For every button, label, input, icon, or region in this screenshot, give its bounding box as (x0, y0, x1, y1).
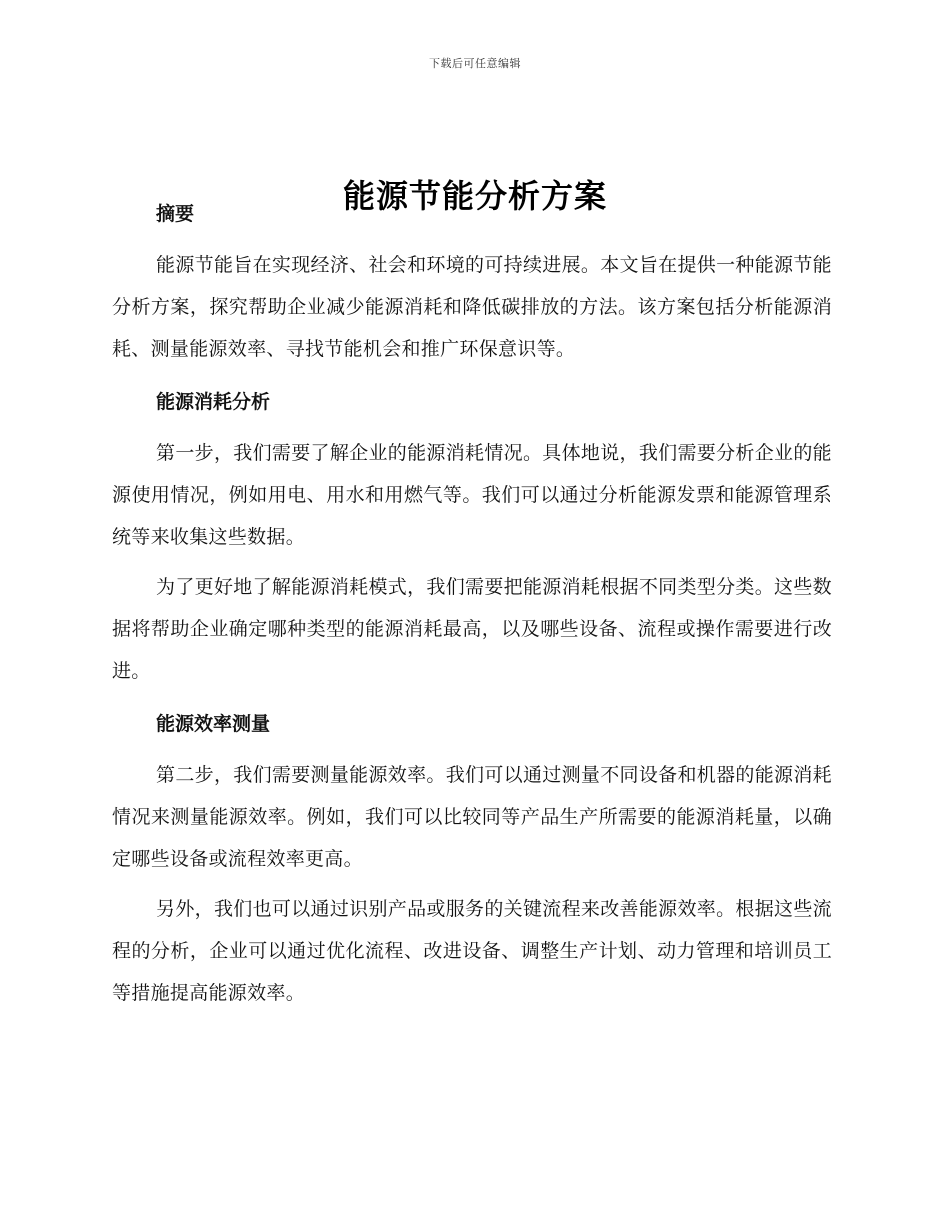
paragraph: 第二步，我们需要测量能源效率。我们可以通过测量不同设备和机器的能源消耗情况来测量能源效率。例如，我们可以比较同等产品生产所需要的能源消耗量，以确定哪些设备或流程效率更高。 (112, 764, 832, 870)
paragraph: 另外，我们也可以通过识别产品或服务的关键流程来改善能源效率。根据这些流程的分析，企业可以通过优化流程、改进设备、调整生产计划、动力管理和培训员工等措施提高能源效率。 (112, 898, 832, 1004)
paragraph: 第一步，我们需要了解企业的能源消耗情况。具体地说，我们需要分析企业的能源使用情况，例如用电、用水和用燃气等。我们可以通过分析能源发票和能源管理系统等来收集这些数据。 (112, 442, 832, 548)
section-heading-consumption: 能源消耗分析 (156, 391, 271, 413)
paragraph: 为了更好地了解能源消耗模式，我们需要把能源消耗根据不同类型分类。这些数据将帮助企业确定哪种类型的能源消耗最高，以及哪些设备、流程或操作需要进行改进。 (112, 576, 832, 682)
document-body (112, 200, 832, 1014)
header-note: 下载后可任意编辑 (429, 57, 521, 70)
section-heading-efficiency: 能源效率测量 (156, 713, 271, 735)
paragraph: 能源节能旨在实现经济、社会和环境的可持续进展。本文旨在提供一种能源节能分析方案，探究帮助企业减少能源消耗和降低碳排放的方法。该方案包括分析能源消耗、测量能源效率、寻找节能机会和推广环保意识等。 (112, 254, 832, 360)
document-title: 能源节能分析方案 (342, 177, 607, 216)
section-heading-abstract: 摘要 (156, 203, 195, 225)
